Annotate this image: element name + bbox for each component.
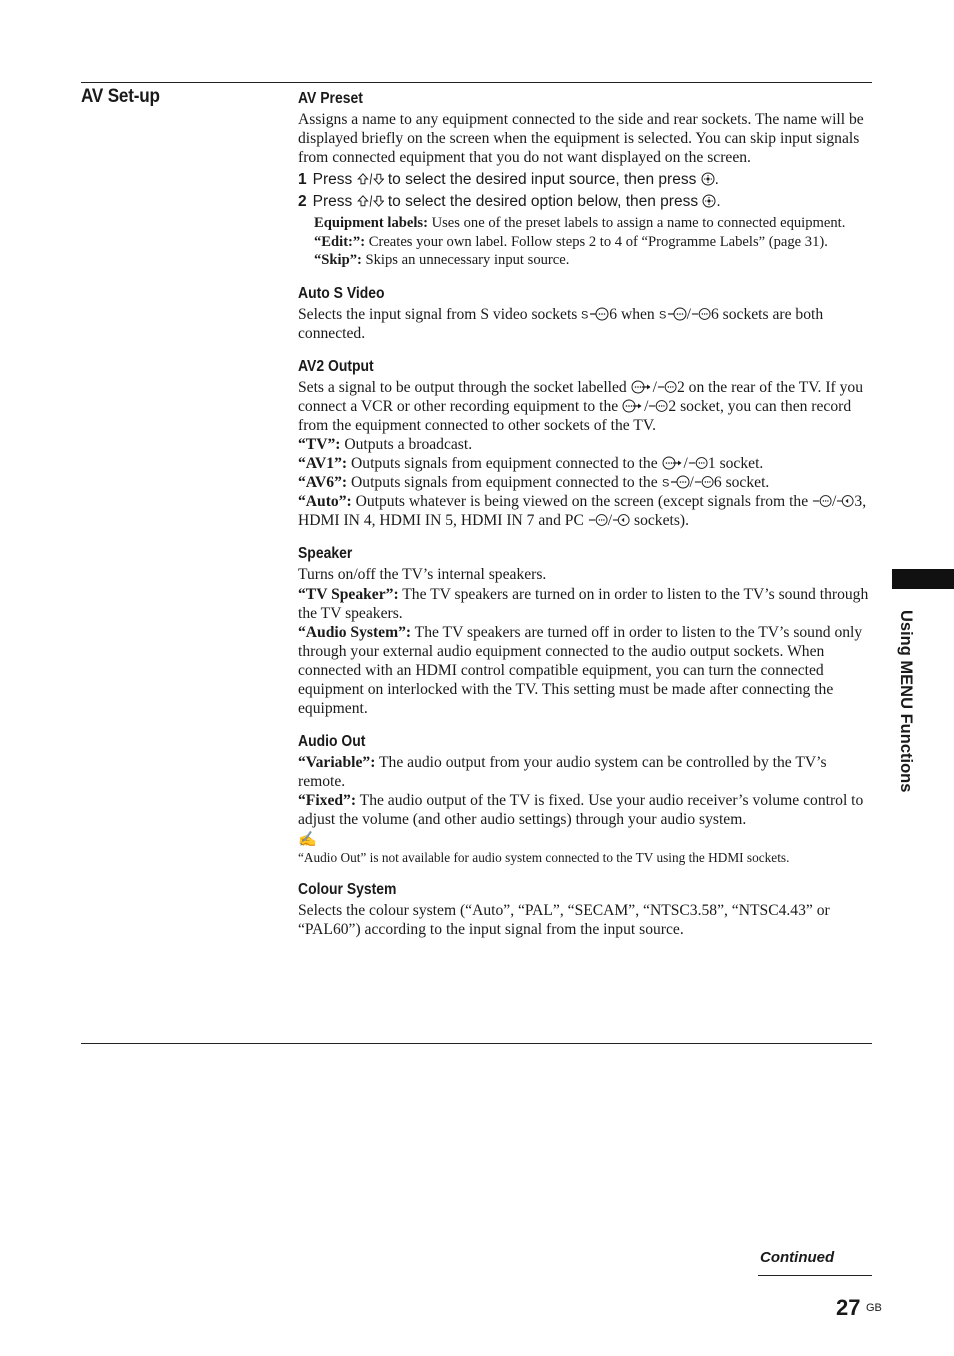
option-label: “Auto”: <box>298 493 352 511</box>
text-run: Sets a signal to be output through the socket labelled <box>298 378 631 396</box>
top-divider <box>81 82 872 83</box>
av2-option-tv <box>298 435 872 454</box>
auto-s-video-section <box>298 285 872 343</box>
option-text: The audio output from your audio system can be controlled by the TV’s remote. <box>298 754 827 791</box>
option-label: “TV Speaker”: <box>298 585 399 603</box>
section-title: AV Set-up <box>81 86 160 107</box>
option-text: / <box>683 455 688 473</box>
av-preset-intro: Assigns a name to any equipment connected to the side and rear sockets. The name will be displayed briefly on the screen when the equipment is selected. You can skip input signals from connected equipment that you do not want displayed on the screen. <box>298 111 864 167</box>
video-input-icon <box>812 494 832 508</box>
audio-out-option-fixed <box>298 791 872 829</box>
colour-system-heading: Colour System <box>298 880 397 898</box>
audio-input-icon <box>836 494 854 508</box>
step-text: to select the desired option below, then press <box>383 193 703 211</box>
option-text: / <box>607 512 613 530</box>
option-label: “Variable”: <box>298 754 376 772</box>
step-text: Press <box>312 193 357 211</box>
step-text: to select the desired input source, then press <box>383 171 701 189</box>
av-preset-steps <box>298 169 872 213</box>
text-run: 6 sockets are both connected. <box>298 305 824 342</box>
audio-out-option-variable <box>298 753 872 791</box>
audio-input-icon <box>612 513 630 527</box>
enter-button-icon <box>702 194 716 208</box>
s-video-input-icon <box>581 307 609 321</box>
option-label: “Edit:”: <box>314 233 366 250</box>
note-pencil-icon: ✍ <box>298 831 317 848</box>
av2-output-section <box>298 358 872 531</box>
option-label: “Skip”: <box>314 252 362 269</box>
auto-s-video-text <box>298 305 872 343</box>
step-text: Press <box>312 171 357 189</box>
option-text: / <box>832 493 837 511</box>
step-text: . <box>716 193 721 211</box>
page-number: 27 <box>836 1295 861 1320</box>
option-label: “TV”: <box>298 435 341 453</box>
av2-output-heading: AV2 Output <box>298 357 374 375</box>
continued-divider <box>758 1275 872 1276</box>
option-label: “Audio System”: <box>298 623 412 641</box>
av-preset-heading: AV Preset <box>298 90 363 107</box>
speaker-intro: Turns on/off the TV’s internal speakers. <box>298 566 547 584</box>
step-number: 2 <box>298 193 307 211</box>
auto-s-video-heading: Auto S Video <box>298 284 385 302</box>
av2-output-text <box>298 378 872 435</box>
option-text: sockets). <box>630 512 690 530</box>
step-2 <box>298 191 872 213</box>
colour-system-section <box>298 881 872 939</box>
video-output-icon <box>622 399 644 413</box>
audio-out-heading: Audio Out <box>298 733 366 751</box>
option-text: Outputs a broadcast. <box>340 435 473 453</box>
video-input-icon <box>688 456 708 470</box>
text-run: / <box>686 305 691 323</box>
option-equipment-labels <box>314 214 872 232</box>
up-down-arrows-icon <box>357 172 384 186</box>
option-text: Outputs signals from equipment connected to the <box>347 474 662 492</box>
step-number: 1 <box>298 171 307 189</box>
option-text: The TV speakers are turned on in order to listen to the TV’s sound through the TV speakers. <box>298 585 869 622</box>
text-run: / <box>652 378 657 396</box>
option-text: Skips an unnecessary input source. <box>361 252 570 269</box>
audio-out-note <box>298 830 872 866</box>
settings-content <box>298 90 872 939</box>
option-label: “Fixed”: <box>298 792 357 810</box>
s-video-input-icon <box>659 307 687 321</box>
bottom-divider <box>81 1043 872 1044</box>
option-text: 6 socket. <box>713 474 770 492</box>
av2-option-auto <box>298 492 872 530</box>
option-text: Creates your own label. Follow steps 2 to 4 of “Programme Labels” (page 31). <box>365 233 828 250</box>
note-text: “Audio Out” is not available for audio system connected to the TV using the HDMI sockets. <box>298 849 790 865</box>
video-input-icon <box>648 399 668 413</box>
colour-system-text: Selects the colour system (“Auto”, “PAL”, “SECAM”, “NTSC3.58”, “NTSC4.43” or “PAL60”) according to the input signal from the input source. <box>298 901 830 938</box>
up-down-arrows-icon <box>357 194 384 208</box>
option-text: Uses one of the preset labels to assign a name to connected equipment. <box>427 215 846 232</box>
audio-out-section <box>298 733 872 865</box>
video-input-icon <box>691 307 711 321</box>
option-text: 1 socket. <box>707 455 764 473</box>
text-run: Selects the input signal from S video sockets <box>298 305 582 323</box>
enter-button-icon <box>701 172 715 186</box>
option-text: Outputs whatever is being viewed on the screen (except signals from the <box>351 493 813 511</box>
speaker-section <box>298 545 872 718</box>
option-edit <box>314 233 872 251</box>
speaker-option-audio-system <box>298 623 872 718</box>
chapter-side-label: Using MENU Functions <box>897 610 915 793</box>
av2-option-av1 <box>298 454 872 473</box>
text-run: 2 socket, you can then record from the equipment connected to other sockets of the TV. <box>298 397 852 434</box>
step-1 <box>298 169 872 191</box>
page-language-code: GB <box>866 1302 882 1314</box>
option-text: 3, HDMI IN 4, HDMI IN 5, HDMI IN 7 and PC <box>298 493 867 530</box>
video-input-icon <box>657 380 677 394</box>
av-preset-section <box>298 90 872 270</box>
option-text: The TV speakers are turned off in order to listen to the TV’s sound only through your external audio equipment connected to the audio output sockets. When connected with an HDMI control compatible equipment, you can turn the connected equipment on interlocked with the TV. This setting must be made after connecting the equipment. <box>298 623 863 718</box>
speaker-heading: Speaker <box>298 545 353 563</box>
video-output-icon <box>631 380 653 394</box>
text-run: 6 when <box>609 305 659 323</box>
text-run: 2 on the rear of the TV. If you connect a VCR or other recording equipment to the <box>298 378 864 415</box>
av-preset-options <box>314 214 872 269</box>
option-text: Outputs signals from equipment connected to the <box>347 455 662 473</box>
continued-label: Continued <box>760 1249 835 1266</box>
video-input-icon <box>588 513 608 527</box>
video-input-icon <box>694 475 714 489</box>
text-run: / <box>644 397 649 415</box>
option-text: The audio output of the TV is fixed. Use your audio receiver’s volume control to adjust the volume (and other audio settings) through your audio system. <box>298 792 864 829</box>
video-output-icon <box>662 456 684 470</box>
s-video-input-icon <box>662 475 690 489</box>
option-label: “AV1”: <box>298 455 348 473</box>
option-label: “AV6”: <box>298 474 348 492</box>
option-skip <box>314 251 872 269</box>
option-text: / <box>689 474 694 492</box>
step-text: . <box>714 171 719 189</box>
chapter-tab-marker <box>892 569 954 589</box>
option-label: Equipment labels: <box>314 215 428 232</box>
speaker-option-tv-speaker <box>298 585 872 623</box>
av2-option-av6 <box>298 473 872 492</box>
